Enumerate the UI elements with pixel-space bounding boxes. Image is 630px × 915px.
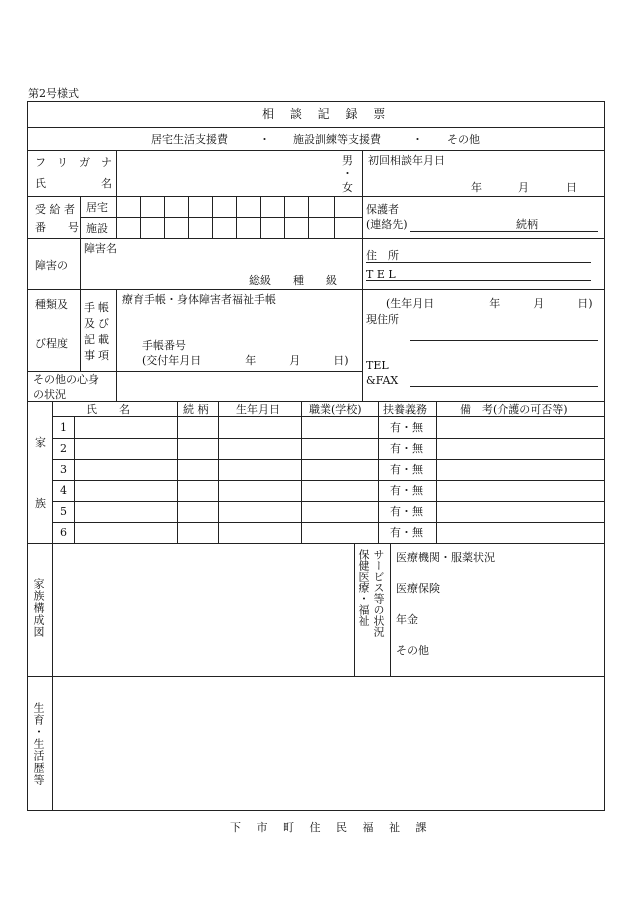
disability-label-2: 種類及 (35, 298, 68, 311)
family-structure-label: 家族構成図 (32, 578, 45, 638)
header-support: 扶養義務 (383, 403, 427, 416)
service-item-insurance: 医療保険 (396, 582, 440, 595)
option-other: その他 (447, 133, 480, 146)
tel-line (366, 280, 591, 281)
option-separator: ・ (412, 133, 423, 146)
life-history-label: 生育・生活歴等 (32, 702, 45, 786)
header-occupation: 職業(学校) (309, 403, 362, 416)
table-row-number: 3 (60, 463, 67, 476)
handbook-number-label: 手帳番号 (142, 339, 186, 352)
first-consult-month: 月 (518, 181, 529, 194)
header-notes: 備 考(介護の可否等) (460, 403, 568, 416)
service-item-pension: 年金 (396, 613, 418, 626)
option-separator: ・ (259, 133, 270, 146)
disability-label-1: 障害の (35, 259, 68, 272)
name-label-left: 氏 (35, 177, 46, 190)
table-row-number: 4 (60, 484, 67, 497)
first-consult-label: 初回相談年月日 (368, 154, 445, 167)
table-row-support: 有・無 (390, 463, 423, 476)
form-number: 第2号様式 (28, 87, 79, 100)
recipient-number-label: 番 号 (35, 221, 79, 234)
header-birthdate: 生年月日 (236, 403, 280, 416)
handbook-types: 療育手帳・身体障害者福祉手帳 (122, 293, 276, 306)
relationship-label: 続柄 (516, 218, 538, 231)
facility-label: 施設 (86, 222, 108, 235)
table-row-number: 2 (60, 442, 67, 455)
table-row-support: 有・無 (390, 442, 423, 455)
gender-male: 男 (342, 154, 353, 167)
issue-date-label: (交付年月日 年 月 日) (142, 354, 349, 367)
header-relationship: 続 柄 (183, 403, 209, 416)
services-label-col1: 保健医療・福祉 (357, 549, 370, 626)
table-row-support: 有・無 (390, 526, 423, 539)
birth-date-label: (生年月日 年 月 日) (386, 297, 593, 310)
fax-label: &FAX (366, 374, 399, 387)
tel-fax-label: TEL (366, 359, 389, 372)
grade-label: 総級 種 級 (249, 274, 337, 287)
other-state-label-1: その他の心身 (33, 373, 99, 386)
option-facility-support: 施設訓練等支援費 (293, 133, 381, 146)
recipient-label: 受 給 者 (35, 203, 75, 216)
services-label-col2: サービス等の状況 (372, 549, 385, 637)
table-row-support: 有・無 (390, 484, 423, 497)
table-row-number: 5 (60, 505, 67, 518)
gender-female: 女 (342, 181, 353, 194)
contact-label: (連絡先) (366, 218, 408, 231)
header-name: 氏 名 (86, 403, 130, 416)
first-consult-year: 年 (471, 181, 482, 194)
address-line (366, 262, 591, 263)
option-home-support: 居宅生活支援費 (151, 133, 228, 146)
footer-department: 下 市 町 住 民 福 祉 課 (230, 821, 433, 834)
address-label: 住 所 (366, 249, 399, 262)
table-row-number: 1 (60, 421, 67, 434)
disability-label-3: び程度 (35, 337, 68, 350)
table-row-support: 有・無 (390, 505, 423, 518)
name-label-right: 名 (101, 177, 112, 190)
current-address-label: 現住所 (366, 313, 399, 326)
family-label-bottom: 族 (35, 497, 46, 510)
family-label-top: 家 (35, 436, 46, 449)
table-row-number: 6 (60, 526, 67, 539)
guardian-label: 保護者 (366, 203, 399, 216)
current-address-line (410, 340, 598, 341)
form-title: 相 談 記 録 票 (262, 107, 392, 121)
gender-dot: ・ (342, 167, 353, 180)
handbook-label: 手帳及び記載事項 (84, 301, 112, 362)
first-consult-day: 日 (566, 181, 577, 194)
home-label: 居宅 (86, 201, 108, 214)
service-item-other: その他 (396, 644, 429, 657)
other-state-label-2: の状況 (33, 388, 66, 401)
tel-fax-line (410, 386, 598, 387)
disability-name-label: 障害名 (84, 242, 117, 255)
contact-line (410, 231, 598, 232)
furigana-label: フ リ ガ ナ (35, 156, 112, 169)
tel-label: T E L (366, 268, 396, 281)
service-item-medical: 医療機関・服薬状況 (396, 551, 495, 564)
table-row-support: 有・無 (390, 421, 423, 434)
